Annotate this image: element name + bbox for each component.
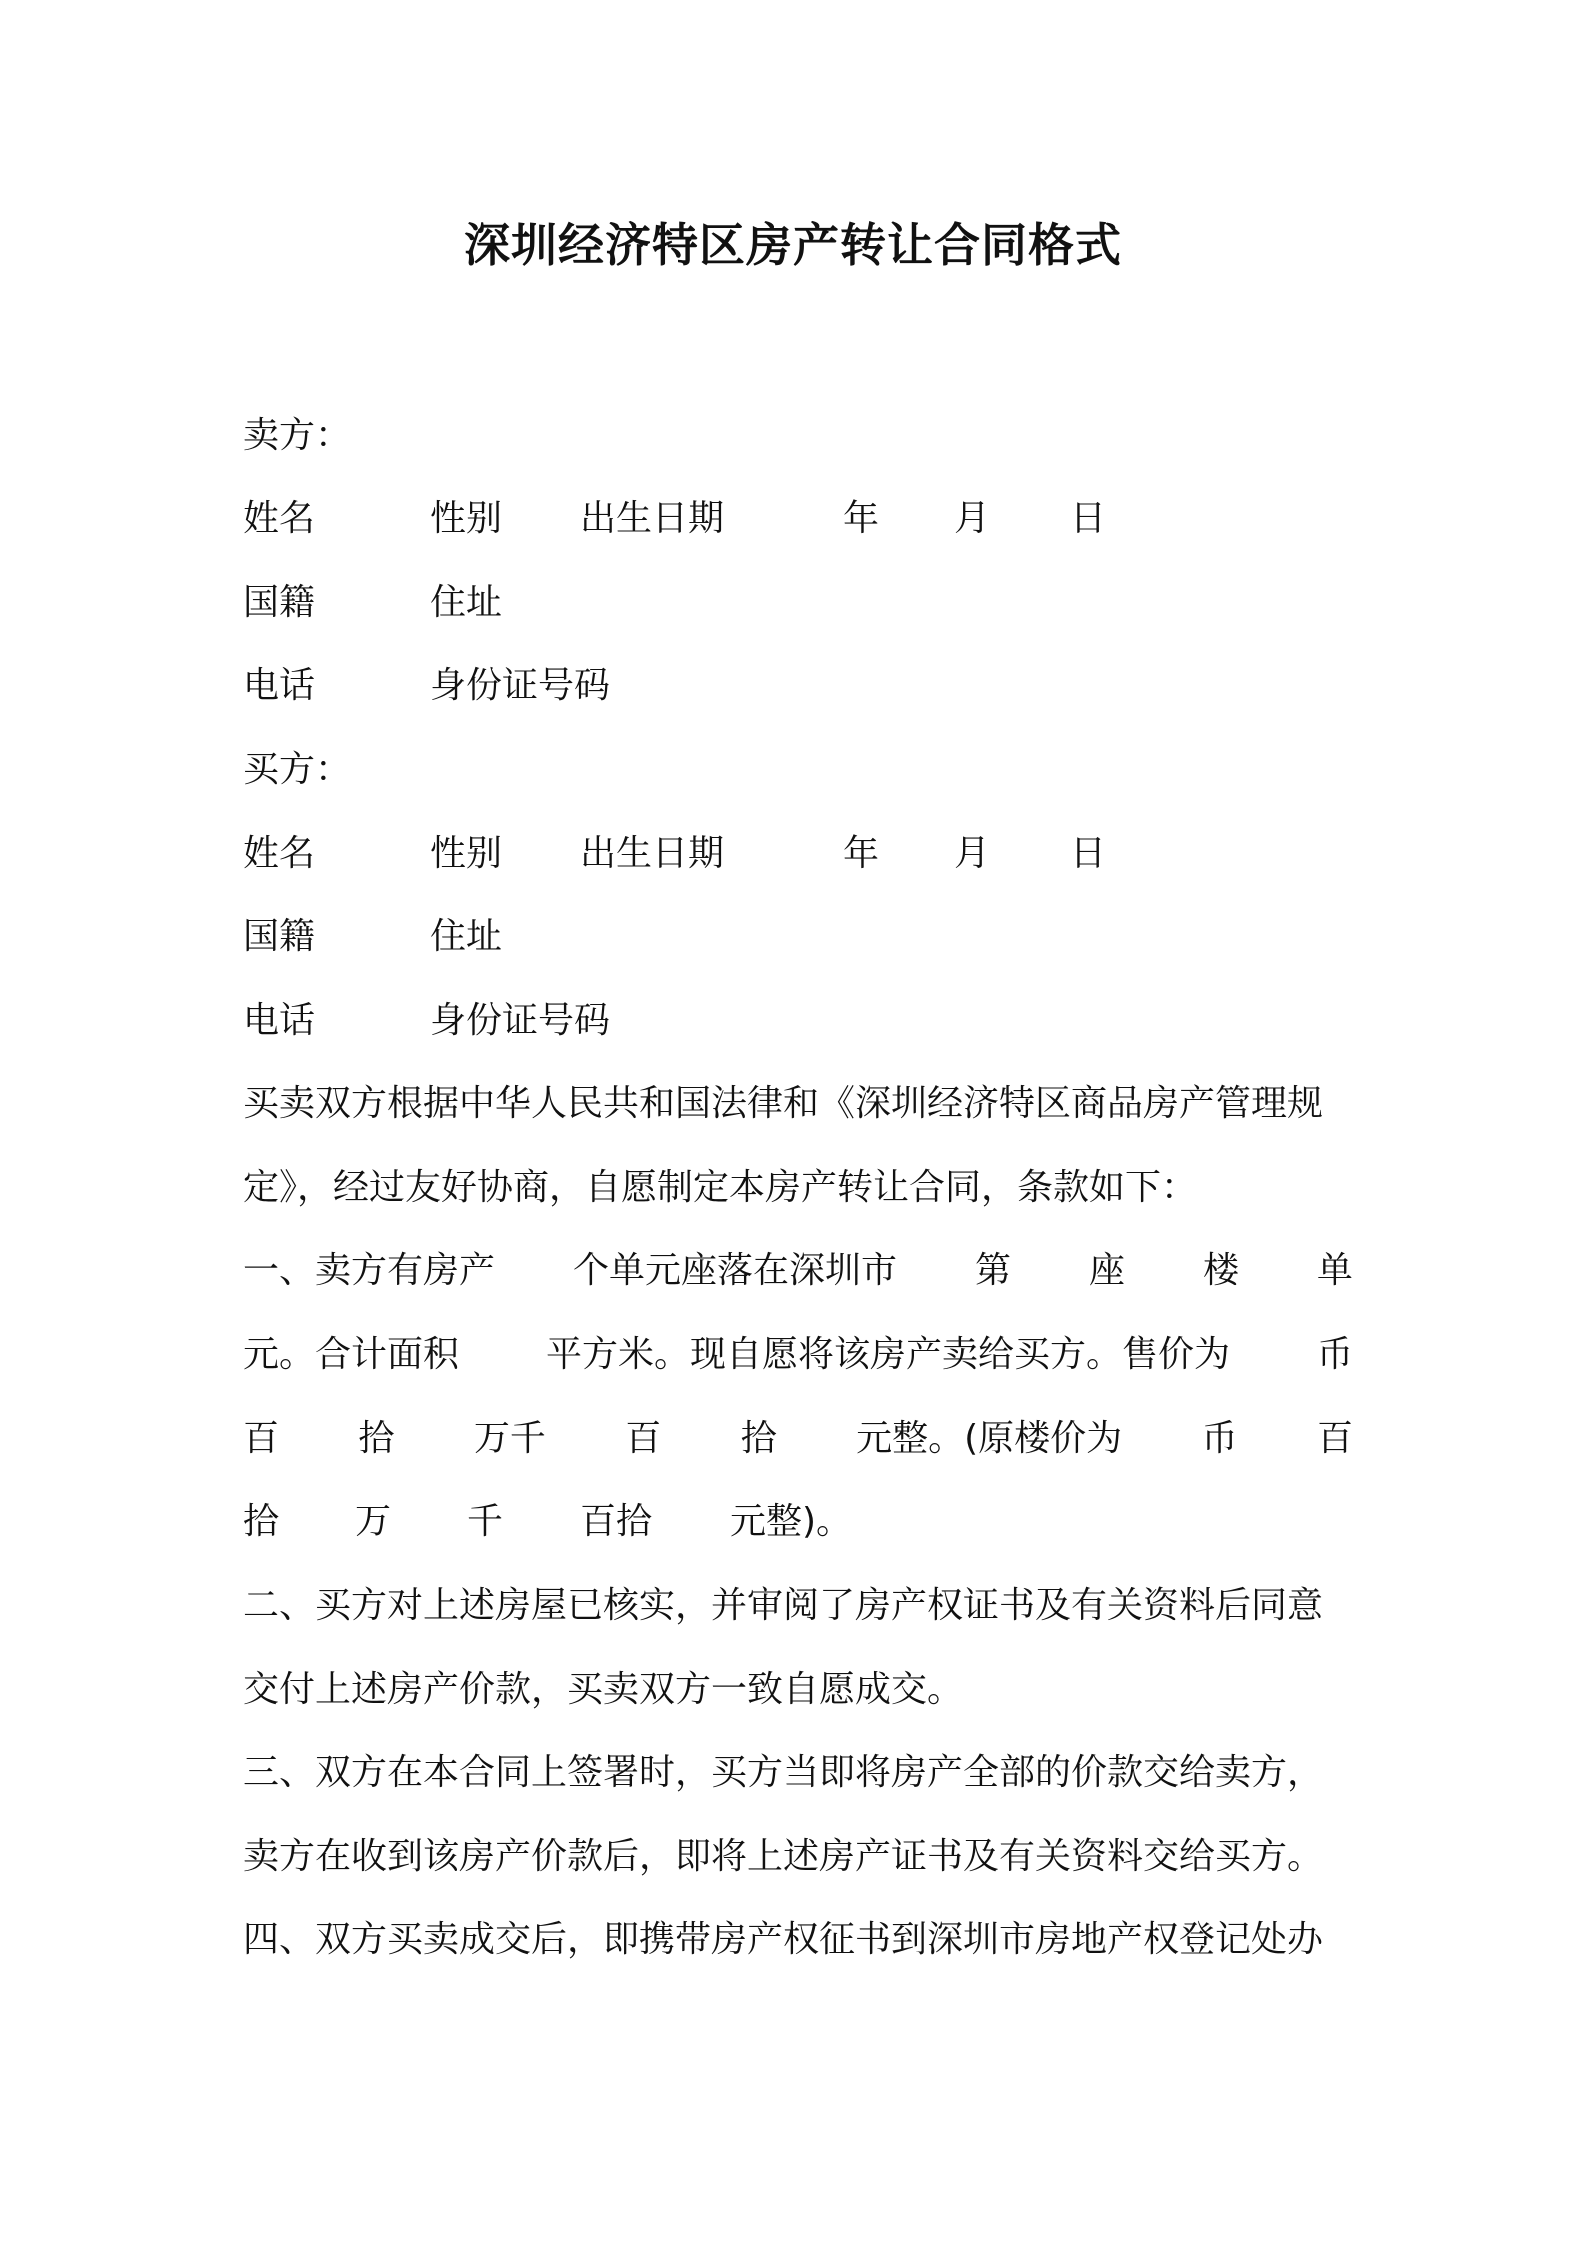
clause-1-text-h: 平方米。现自愿将该房产卖给买方。售价为 <box>545 1334 1230 1375</box>
buyer-nationality-row <box>243 907 1353 967</box>
seller-month-label: 月 <box>954 498 991 539</box>
clause-1-text-l: 万千 <box>473 1418 546 1459</box>
buyer-name-label: 姓名 <box>243 833 316 874</box>
clause-1-text-a: 一、卖方有房产 <box>243 1250 496 1291</box>
clause-1-text-s: 万 <box>355 1501 392 1542</box>
seller-name-label: 姓名 <box>243 498 316 539</box>
seller-nationality-label: 国籍 <box>243 582 316 623</box>
clause-1-text-v: 元整)。 <box>730 1501 853 1542</box>
intro-line-2: 定》，经过友好协商，自愿制定本房产转让合同，条款如下： <box>243 1167 1198 1208</box>
seller-contact-row <box>243 656 1353 716</box>
seller-gender-label: 性别 <box>430 498 503 539</box>
clause-1-text-u: 百拾 <box>580 1501 653 1542</box>
clause-1-line-4 <box>243 1492 1353 1552</box>
buyer-contact-row <box>243 991 1353 1051</box>
buyer-year-label: 年 <box>843 833 880 874</box>
clause-1-text-t: 千 <box>467 1501 504 1542</box>
buyer-month-label: 月 <box>954 833 991 874</box>
seller-heading-label: 卖方： <box>243 415 352 456</box>
buyer-address-label: 住址 <box>430 916 503 957</box>
buyer-personal-row <box>243 824 1353 884</box>
buyer-gender-label: 性别 <box>430 833 503 874</box>
clause-1-text-n: 拾 <box>740 1418 777 1459</box>
buyer-heading <box>243 740 1353 800</box>
clause-3-line-2: 卖方在收到该房产价款后，即将上述房产证书及有关资料交给买方。 <box>243 1836 1324 1877</box>
clause-1-text-m: 百 <box>625 1418 662 1459</box>
clause-2-line-2: 交付上述房产价款，买卖双方一致自愿成交。 <box>243 1669 964 1710</box>
buyer-heading-label: 买方： <box>243 749 352 790</box>
seller-nationality-row <box>243 573 1353 633</box>
clause-1-line-1 <box>243 1241 1353 1301</box>
clause-1-text-f: 单 <box>1316 1250 1353 1291</box>
clause-1-text-k: 拾 <box>358 1418 395 1459</box>
clause-1-text-e: 楼 <box>1202 1250 1239 1291</box>
seller-id-number-label: 身份证号码 <box>430 665 611 706</box>
clause-1-line-3 <box>243 1409 1353 1469</box>
clause-3-line-1: 三、双方在本合同上签署时，买方当即将房产全部的价款交给卖方， <box>243 1752 1324 1793</box>
clause-1-text-p: 币 <box>1201 1418 1238 1459</box>
seller-personal-row <box>243 489 1353 549</box>
seller-heading <box>243 406 1353 466</box>
clause-1-text-j: 百 <box>243 1418 280 1459</box>
clause-1-text-o: 元整。(原楼价为 <box>856 1418 1123 1459</box>
clause-1-text-c: 第 <box>974 1250 1011 1291</box>
document-title: 深圳经济特区房产转让合同格式 <box>464 218 1122 272</box>
clause-1-text-i: 币 <box>1316 1334 1353 1375</box>
clause-1-text-d: 座 <box>1088 1250 1125 1291</box>
clause-1-line-2 <box>243 1325 1353 1385</box>
buyer-birthdate-label: 出生日期 <box>580 833 725 874</box>
seller-phone-label: 电话 <box>243 665 316 706</box>
buyer-day-label: 日 <box>1070 833 1107 874</box>
buyer-phone-label: 电话 <box>243 1000 316 1041</box>
clause-2-line-1: 二、买方对上述房屋已核实，并审阅了房产权证书及有关资料后同意 <box>243 1585 1324 1626</box>
clause-4-line-1: 四、双方买卖成交后，即携带房产权征书到深圳市房地产权登记处办 <box>243 1919 1324 1960</box>
clause-1-text-g: 元。合计面积 <box>243 1334 460 1375</box>
seller-year-label: 年 <box>843 498 880 539</box>
seller-birthdate-label: 出生日期 <box>580 498 725 539</box>
clause-1-text-q: 百 <box>1316 1418 1353 1459</box>
buyer-id-number-label: 身份证号码 <box>430 1000 611 1041</box>
clause-1-text-b: 个单元座落在深圳市 <box>572 1250 897 1291</box>
intro-line-1: 买卖双方根据中华人民共和国法律和《深圳经济特区商品房产管理规 <box>243 1083 1324 1124</box>
seller-address-label: 住址 <box>430 582 503 623</box>
seller-day-label: 日 <box>1070 498 1107 539</box>
clause-1-text-r: 拾 <box>243 1501 280 1542</box>
buyer-nationality-label: 国籍 <box>243 916 316 957</box>
